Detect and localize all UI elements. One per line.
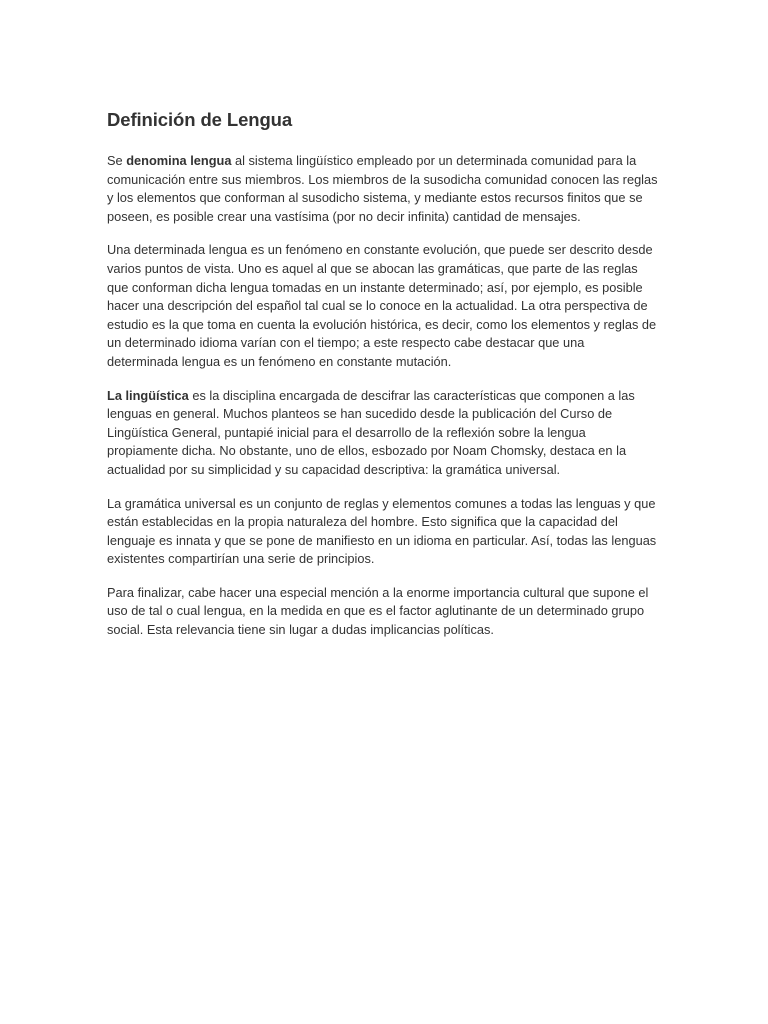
paragraph-1 [107, 152, 659, 226]
paragraph-3-text: es la disciplina encargada de descifrar las características que componen a las lenguas en general. Muchos planteos se han sucedido desde la publicación del Curso de Lingüística General, puntapié inicial para el desarrollo de la reflexión sobre la lengua propiamente dicha. No obstante, uno de ellos, esbozado por Noam Chomsky, destaca en la actualidad por su simplicidad y su capacidad descriptiva: la gramática universal. [107, 387, 635, 477]
paragraph-3 [107, 387, 659, 480]
paragraph-4 [107, 495, 659, 569]
paragraph-1-lead: Se [107, 153, 127, 168]
paragraph-2 [107, 241, 659, 371]
paragraph-3-bold-term: La lingüística [107, 387, 189, 403]
page-title: Definición de Lengua [107, 109, 293, 130]
paragraph-5 [107, 584, 659, 640]
paragraph-2-text: Una determinada lengua es un fenómeno en constante evolución, que puede ser descrito desde varios puntos de vista. Uno es aquel al que se abocan las gramáticas, que parte de las reglas que conforman dicha lengua tomadas en un instante determinado; así, por ejemplo, es posible hacer una descripción del español tal cual se lo conoce en la actualidad. La otra perspectiva de estudio es la que toma en cuenta la evolución histórica, es decir, como los elementos y reglas de un determinado idioma varían con el tiempo; a este respecto cabe destacar que una determinada lengua es un fenómeno en constante mutación. [107, 242, 657, 369]
paragraph-1-text: al sistema lingüístico empleado por un determinada comunidad para la comunicación entre sus miembros. Los miembros de la susodicha comunidad conocen las reglas y los elementos que conforman al susodicho sistema, y mediante estos recursos finitos que se poseen, es posible crear una vastísima (por no decir infinita) cantidad de mensajes. [107, 153, 658, 224]
paragraph-5-text: Para finalizar, cabe hacer una especial mención a la enorme importancia cultural que supone el uso de tal o cual lengua, en la medida en que es el factor aglutinante de un determinado grupo social. Esta relevancia tiene sin lugar a dudas implicancias políticas. [107, 584, 649, 638]
paragraph-1-bold-term: denomina lengua [126, 153, 232, 168]
paragraph-4-text: La gramática universal es un conjunto de reglas y elementos comunes a todas las lenguas y que están establecidas en la propia naturaleza del hombre. Esto significa que la capacidad del lenguaje es innata y que se pone de manifiesto en un idioma en particular. Así, todas las lenguas existentes compartirían una serie de principios. [107, 495, 657, 567]
